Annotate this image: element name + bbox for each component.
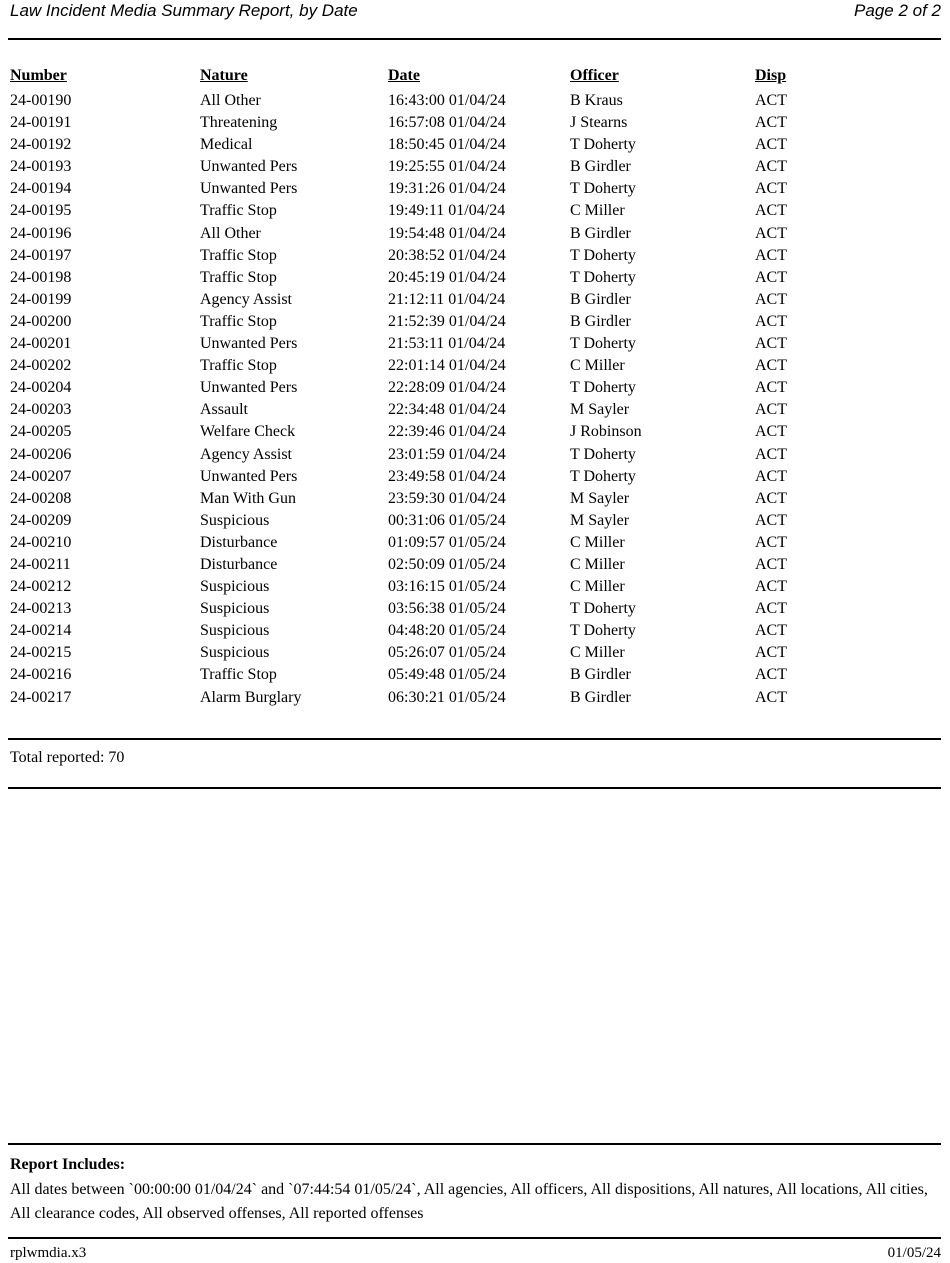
incident-disp: ACT — [755, 533, 787, 551]
incident-officer: B Girdler — [570, 224, 631, 242]
total-reported: Total reported: 70 — [10, 748, 125, 766]
incident-date: 01:09:57 01/05/24 — [388, 533, 506, 551]
incident-date: 03:56:38 01/05/24 — [388, 600, 506, 618]
incident-officer: T Doherty — [570, 379, 636, 397]
incident-officer: T Doherty — [570, 622, 636, 640]
incident-nature: Traffic Stop — [200, 312, 277, 330]
table-row — [10, 444, 941, 466]
incident-nature: Agency Assist — [200, 290, 292, 308]
incident-disp: ACT — [755, 578, 787, 596]
incident-date: 22:28:09 01/04/24 — [388, 379, 506, 397]
incident-officer: B Girdler — [570, 666, 631, 684]
incident-number: 24-00211 — [10, 555, 71, 573]
incident-date: 18:50:45 01/04/24 — [388, 136, 506, 154]
incident-officer: M Sayler — [570, 489, 630, 507]
incident-number: 24-00215 — [10, 644, 72, 662]
incident-number: 24-00206 — [10, 445, 72, 463]
incident-number: 24-00198 — [10, 268, 72, 286]
incident-number: 24-00212 — [10, 578, 72, 596]
table-row — [10, 576, 941, 598]
incident-number: 24-00216 — [10, 666, 72, 684]
report-title: Law Incident Media Summary Report, by Date — [10, 1, 358, 20]
table-row — [10, 333, 941, 355]
incident-date: 23:49:58 01/04/24 — [388, 467, 506, 485]
table-row — [10, 311, 941, 333]
incident-number: 24-00214 — [10, 622, 72, 640]
header-rule — [8, 38, 941, 40]
incident-disp: ACT — [755, 114, 787, 132]
table-row — [10, 267, 941, 289]
incident-number: 24-00209 — [10, 511, 72, 529]
incident-date: 22:39:46 01/04/24 — [388, 423, 506, 441]
incident-disp: ACT — [755, 467, 787, 485]
table-row — [10, 488, 941, 510]
table-row — [10, 289, 941, 311]
incident-nature: Traffic Stop — [200, 666, 277, 684]
incident-nature: All Other — [200, 92, 261, 109]
table-row — [10, 598, 941, 620]
incident-nature: Unwanted Pers — [200, 467, 298, 485]
incident-number: 24-00201 — [10, 335, 72, 353]
incident-number: 24-00200 — [10, 312, 72, 330]
incident-nature: Unwanted Pers — [200, 335, 298, 353]
incident-officer: T Doherty — [570, 445, 636, 463]
incident-number: 24-00207 — [10, 467, 72, 485]
incident-officer: J Robinson — [570, 423, 642, 441]
incident-nature: Suspicious — [200, 644, 270, 662]
incident-officer: B Girdler — [570, 312, 631, 330]
incident-date: 19:31:26 01/04/24 — [388, 180, 506, 198]
incident-nature: Traffic Stop — [200, 246, 277, 264]
incident-number: 24-00202 — [10, 357, 72, 375]
table-row — [10, 156, 941, 178]
incident-date: 04:48:20 01/05/24 — [388, 622, 506, 640]
incident-officer: C Miller — [570, 202, 625, 220]
print-date: 01/05/24 — [887, 1244, 941, 1261]
table-row — [10, 620, 941, 642]
incident-nature: Traffic Stop — [200, 202, 277, 220]
footer-rule — [8, 1237, 941, 1239]
incident-nature: All Other — [200, 224, 261, 242]
incident-number: 24-00191 — [10, 114, 72, 132]
incident-number: 24-00208 — [10, 489, 72, 507]
incident-date: 23:59:30 01/04/24 — [388, 489, 506, 507]
incident-nature: Welfare Check — [200, 423, 296, 441]
incident-date: 20:45:19 01/04/24 — [388, 268, 506, 286]
incident-number: 24-00205 — [10, 423, 72, 441]
incident-disp: ACT — [755, 180, 787, 198]
incident-officer: C Miller — [570, 644, 625, 662]
incident-officer: T Doherty — [570, 136, 636, 154]
incident-disp: ACT — [755, 423, 787, 441]
incident-officer: T Doherty — [570, 467, 636, 485]
incident-disp: ACT — [755, 622, 787, 640]
incident-number: 24-00210 — [10, 533, 72, 551]
incident-disp: ACT — [755, 511, 787, 529]
page-indicator: Page 2 of 2 — [854, 1, 941, 20]
includes-top-rule — [8, 1143, 941, 1145]
incident-date: 21:12:11 01/04/24 — [388, 290, 506, 308]
incident-number: 24-00190 — [10, 92, 72, 109]
incident-nature: Unwanted Pers — [200, 180, 298, 198]
incident-nature: Agency Assist — [200, 445, 292, 463]
page-footer — [8, 1245, 941, 1262]
table-row — [10, 642, 941, 664]
incident-number: 24-00196 — [10, 224, 72, 242]
incident-disp: ACT — [755, 401, 787, 419]
incident-table — [8, 67, 941, 709]
table-row — [10, 466, 941, 488]
incident-officer: J Stearns — [570, 114, 628, 132]
report-includes-text: All dates between `00:00:00 01/04/24` and `07:44:54 01/05/24`, All agencies, All officers, All dispositions, All natures, All locations, All cities, All clearance codes, All observed offenses, All reported offenses — [10, 1180, 928, 1222]
incident-date: 22:34:48 01/04/24 — [388, 401, 506, 419]
table-row — [10, 178, 941, 200]
incident-officer: T Doherty — [570, 335, 636, 353]
incident-nature: Traffic Stop — [200, 268, 277, 286]
incident-officer: T Doherty — [570, 600, 636, 618]
incident-officer: B Girdler — [570, 158, 631, 176]
incident-nature: Suspicious — [200, 511, 270, 529]
incident-nature: Man With Gun — [200, 489, 296, 507]
table-row — [10, 200, 941, 222]
incident-date: 05:49:48 01/05/24 — [388, 666, 506, 684]
table-row — [10, 554, 941, 576]
table-row — [10, 245, 941, 267]
incident-disp: ACT — [755, 136, 787, 154]
incident-date: 19:49:11 01/04/24 — [388, 202, 506, 220]
incident-officer: M Sayler — [570, 401, 630, 419]
incident-nature: Medical — [200, 136, 253, 154]
incident-number: 24-00213 — [10, 600, 72, 618]
table-row — [10, 377, 941, 399]
incident-officer: T Doherty — [570, 246, 636, 264]
table-row — [10, 112, 941, 134]
incident-nature: Disturbance — [200, 555, 278, 573]
incident-disp: ACT — [755, 202, 787, 220]
incident-nature: Traffic Stop — [200, 357, 277, 375]
report-id: rplwmdia.x3 — [10, 1244, 87, 1261]
incident-number: 24-00197 — [10, 246, 72, 264]
incident-disp: ACT — [755, 445, 787, 463]
column-header-nature: Nature — [200, 67, 248, 84]
incident-nature: Unwanted Pers — [200, 158, 298, 176]
incident-disp: ACT — [755, 666, 787, 684]
incident-nature: Threatening — [200, 114, 278, 132]
incident-date: 02:50:09 01/05/24 — [388, 555, 506, 573]
table-row — [10, 510, 941, 532]
incident-number: 24-00194 — [10, 180, 72, 198]
table-header-row — [10, 67, 941, 85]
incident-officer: M Sayler — [570, 511, 630, 529]
incident-disp: ACT — [755, 644, 787, 662]
incident-disp: ACT — [755, 312, 787, 330]
column-header-date: Date — [388, 67, 420, 84]
incident-disp: ACT — [755, 379, 787, 397]
incident-date: 16:43:00 01/04/24 — [388, 92, 506, 109]
incident-date: 21:52:39 01/04/24 — [388, 312, 506, 330]
incident-nature: Suspicious — [200, 622, 270, 640]
incident-officer: B Girdler — [570, 688, 631, 706]
incident-officer: B Kraus — [570, 92, 623, 109]
incident-disp: ACT — [755, 92, 787, 109]
table-row — [10, 532, 941, 554]
column-header-officer: Officer — [570, 67, 619, 84]
incident-nature: Disturbance — [200, 533, 278, 551]
report-includes-heading: Report Includes: — [10, 1155, 126, 1173]
incident-date: 16:57:08 01/04/24 — [388, 114, 506, 132]
table-bottom-rule — [8, 738, 941, 740]
table-row — [10, 687, 941, 709]
incident-number: 24-00195 — [10, 202, 72, 220]
table-row — [10, 664, 941, 686]
incident-nature: Assault — [200, 401, 248, 419]
table-row — [10, 421, 941, 443]
incident-disp: ACT — [755, 158, 787, 176]
incident-number: 24-00204 — [10, 379, 72, 397]
incident-disp: ACT — [755, 600, 787, 618]
incident-officer: T Doherty — [570, 268, 636, 286]
incident-disp: ACT — [755, 357, 787, 375]
incident-date: 23:01:59 01/04/24 — [388, 445, 506, 463]
table-row — [10, 355, 941, 377]
incident-nature: Suspicious — [200, 600, 270, 618]
table-body — [10, 90, 941, 709]
incident-disp: ACT — [755, 224, 787, 242]
incident-officer: T Doherty — [570, 180, 636, 198]
incident-disp: ACT — [755, 290, 787, 308]
incident-date: 03:16:15 01/05/24 — [388, 578, 506, 596]
incident-number: 24-00217 — [10, 688, 72, 706]
incident-number: 24-00193 — [10, 158, 72, 176]
incident-date: 22:01:14 01/04/24 — [388, 357, 506, 375]
incident-date: 21:53:11 01/04/24 — [388, 335, 506, 353]
table-row — [10, 90, 941, 112]
incident-date: 00:31:06 01/05/24 — [388, 511, 506, 529]
incident-officer: C Miller — [570, 533, 625, 551]
table-row — [10, 134, 941, 156]
incident-disp: ACT — [755, 555, 787, 573]
column-header-disp: Disp — [755, 67, 787, 84]
table-row — [10, 223, 941, 245]
page-header — [8, 0, 941, 18]
incident-officer: C Miller — [570, 357, 625, 375]
incident-date: 20:38:52 01/04/24 — [388, 246, 506, 264]
incident-nature: Alarm Burglary — [200, 688, 302, 706]
incident-date: 19:25:55 01/04/24 — [388, 158, 506, 176]
incident-officer: C Miller — [570, 578, 625, 596]
column-header-number: Number — [10, 67, 67, 84]
incident-officer: B Girdler — [570, 290, 631, 308]
total-bottom-rule — [8, 787, 941, 789]
incident-date: 06:30:21 01/05/24 — [388, 688, 506, 706]
incident-date: 19:54:48 01/04/24 — [388, 224, 506, 242]
incident-disp: ACT — [755, 246, 787, 264]
incident-disp: ACT — [755, 268, 787, 286]
incident-nature: Suspicious — [200, 578, 270, 596]
incident-officer: C Miller — [570, 555, 625, 573]
incident-disp: ACT — [755, 489, 787, 507]
incident-number: 24-00199 — [10, 290, 72, 308]
incident-number: 24-00192 — [10, 136, 72, 154]
table-row — [10, 399, 941, 421]
incident-nature: Unwanted Pers — [200, 379, 298, 397]
incident-date: 05:26:07 01/05/24 — [388, 644, 506, 662]
incident-disp: ACT — [755, 688, 787, 706]
incident-disp: ACT — [755, 335, 787, 353]
incident-number: 24-00203 — [10, 401, 72, 419]
